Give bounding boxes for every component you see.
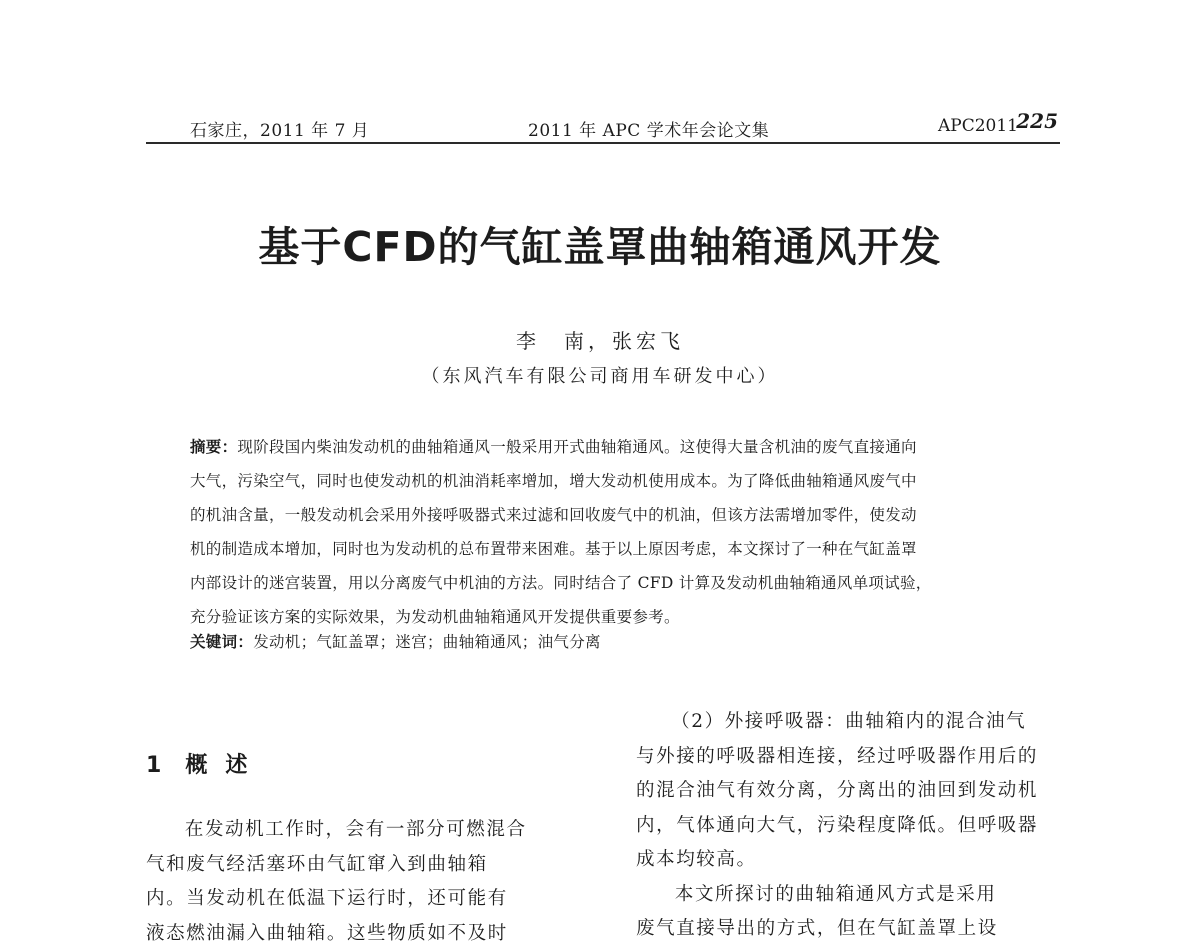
body-line: 液态燃油漏入曲轴箱。这些物质如不及时 — [146, 922, 508, 944]
abstract-line: 充分验证该方案的实际效果，为发动机曲轴箱通风开发提供重要参考。 — [190, 608, 680, 626]
abstract-label: 摘要： — [190, 438, 238, 456]
section-title: 概述 — [185, 753, 266, 778]
body-line: 成本均较高。 — [636, 849, 757, 870]
body-line: 在发动机工作时，会有一部分可燃混合 — [184, 819, 527, 840]
paper-authors: 李 南，张宏飞 — [516, 329, 684, 353]
section-heading — [146, 748, 265, 779]
abstract — [190, 430, 1020, 634]
keywords-text: 发动机；气缸盖罩；迷宫；曲轴箱通风；油气分离 — [253, 633, 601, 651]
body-line: （2）外接呼吸器：曲轴箱内的混合油气 — [671, 711, 1027, 732]
abstract-line: 大气，污染空气，同时也使发动机的机油消耗率增加，增大发动机使用成本。为了降低曲轴箱通风废气中 — [190, 472, 917, 490]
header-conference-code: APC2011 — [938, 116, 1018, 136]
page-number: 225 — [1016, 109, 1058, 133]
paper-title: 基于CFD的气缸盖罩曲轴箱通风开发 — [258, 223, 942, 271]
author-affiliation: （东风汽车有限公司商用车研发中心） — [421, 366, 779, 387]
header-location-date: 石家庄，2011 年 7 月 — [190, 121, 370, 141]
abstract-line: 现阶段国内柴油发动机的曲轴箱通风一般采用开式曲轴箱通风。这使得大量含机油的废气直接通向 — [237, 438, 917, 456]
body-line: 气和废气经活塞环由气缸窜入到曲轴箱 — [146, 853, 488, 875]
right-column-body — [636, 705, 1058, 947]
section-number: 1 — [146, 753, 164, 778]
header-proceedings-title: 2011 年 APC 学术年会论文集 — [528, 121, 770, 141]
body-line: 内。当发动机在低温下运行时，还可能有 — [146, 888, 508, 909]
body-line: 内，气体通向大气，污染程度降低。但呼吸器 — [636, 814, 1039, 836]
abstract-line: 机的制造成本增加，同时也为发动机的总布置带来困难。基于以上原因考虑，本文探讨了一种在气缸盖罩 — [190, 540, 917, 558]
body-line: 与外接的呼吸器相连接，经过呼吸器作用后的 — [636, 745, 1039, 767]
abstract-line: 内部设计的迷宫装置，用以分离废气中机油的方法。同时结合了 CFD 计算及发动机曲轴箱通风单项试验， — [190, 574, 932, 592]
body-line: 本文所探讨的曲轴箱通风方式是采用 — [674, 883, 997, 905]
keywords — [190, 630, 1020, 652]
body-line: 废气直接导出的方式，但在气缸盖罩上设 — [636, 918, 998, 939]
left-column-body — [146, 813, 568, 951]
body-line: 的混合油气有效分离，分离出的油回到发动机 — [636, 780, 1039, 801]
abstract-line: 的机油含量，一般发动机会采用外接呼吸器式来过滤和回收废气中的机油，但该方法需增加零件，使发动 — [190, 506, 917, 524]
running-header — [146, 109, 1060, 144]
keywords-label: 关键词： — [190, 633, 254, 651]
